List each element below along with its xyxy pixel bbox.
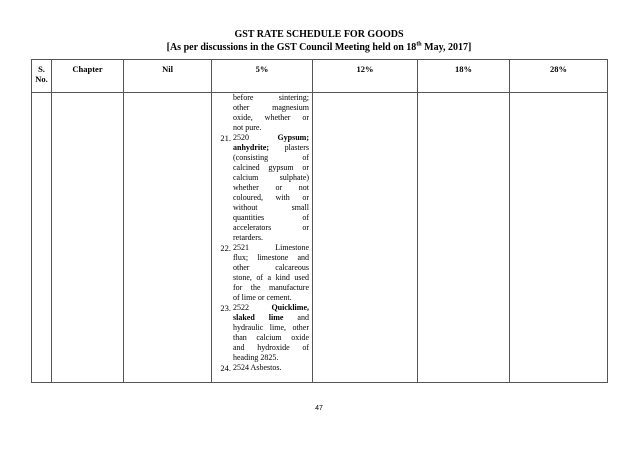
entry-text-line: not pure.: [233, 123, 262, 132]
header-chapter: Chapter: [52, 60, 124, 93]
subtitle-prefix: [As per discussions in the GST Council Meeting held on 18: [166, 42, 417, 53]
entry-text-line: 2524 Asbestos.: [233, 363, 282, 372]
entry-text-line: retarders.: [233, 233, 263, 242]
entry-text-line: and hydroxide of: [233, 343, 309, 352]
header-nil: Nil: [124, 60, 212, 93]
entry-number: 21.: [220, 133, 231, 143]
list-item: [212, 303, 309, 363]
entry-text-line: flux; limestone and: [233, 253, 309, 262]
entry-text-line: quantities of: [233, 213, 309, 222]
rate-5-entries-list: [212, 93, 312, 373]
cell-rate-28: [510, 93, 608, 383]
entry-text-line: 2520 Gypsum;: [233, 133, 309, 142]
entry-text-line: anhydrite; plasters: [233, 143, 309, 152]
cell-chapter: [52, 93, 124, 383]
rate-schedule-table: [31, 59, 608, 383]
cell-rate-12: [313, 93, 418, 383]
header-rate-5: 5%: [212, 60, 313, 93]
entry-number: 23.: [220, 303, 231, 313]
header-rate-12: 12%: [313, 60, 418, 93]
entry-text-line: slaked lime and: [233, 313, 309, 322]
entry-text-line: 2521 Limestone: [233, 243, 309, 252]
entry-text-line: 2522 Quicklime,: [233, 303, 309, 312]
entry-text-line: calcined gypsum or: [233, 163, 309, 172]
entry-text-line: hydraulic lime, other: [233, 323, 309, 332]
entry-text-line: other calcareous: [233, 263, 309, 272]
table-row: [32, 93, 608, 383]
entry-text-line: oxide, whether or: [233, 113, 309, 122]
entry-text-line: without small: [233, 203, 309, 212]
page-title: GST RATE SCHEDULE FOR GOODS: [234, 29, 404, 40]
cell-nil: [124, 93, 212, 383]
cell-rate-18: [418, 93, 510, 383]
list-item: [212, 243, 309, 303]
subtitle-superscript: th: [416, 41, 422, 48]
list-item: [212, 133, 309, 243]
entry-text-line: of lime or cement.: [233, 293, 292, 302]
entry-text-line: whether or not: [233, 183, 309, 192]
header-rate-18: 18%: [418, 60, 510, 93]
subtitle-suffix: May, 2017]: [421, 42, 472, 53]
list-item: [212, 363, 309, 373]
entry-text-line: before sintering;: [233, 93, 309, 102]
cell-serial-no: [32, 93, 52, 383]
entry-text-line: heading 2825.: [233, 353, 279, 362]
page-number: 47: [315, 405, 323, 412]
header-serial-no: S. No.: [32, 60, 52, 93]
entry-number: [212, 93, 233, 133]
entry-text-line: stone, of a kind used: [233, 273, 309, 282]
header-rate-28: 28%: [510, 60, 608, 93]
list-item: [212, 93, 309, 133]
cell-rate-5: [212, 93, 313, 383]
entry-number: 22.: [220, 243, 231, 253]
entry-number: 24.: [220, 363, 231, 373]
entry-text-line: (consisting of: [233, 153, 309, 162]
entry-text-line: than calcium oxide: [233, 333, 309, 342]
entry-text-line: other magnesium: [233, 103, 309, 112]
page-subtitle: [0, 41, 638, 54]
entry-text-line: calcium sulphate): [233, 173, 309, 182]
table-header-row: [32, 60, 608, 93]
entry-text-line: accelerators or: [233, 223, 309, 232]
entry-text-line: coloured, with or: [233, 193, 309, 202]
entry-text-line: for the manufacture: [233, 283, 309, 292]
